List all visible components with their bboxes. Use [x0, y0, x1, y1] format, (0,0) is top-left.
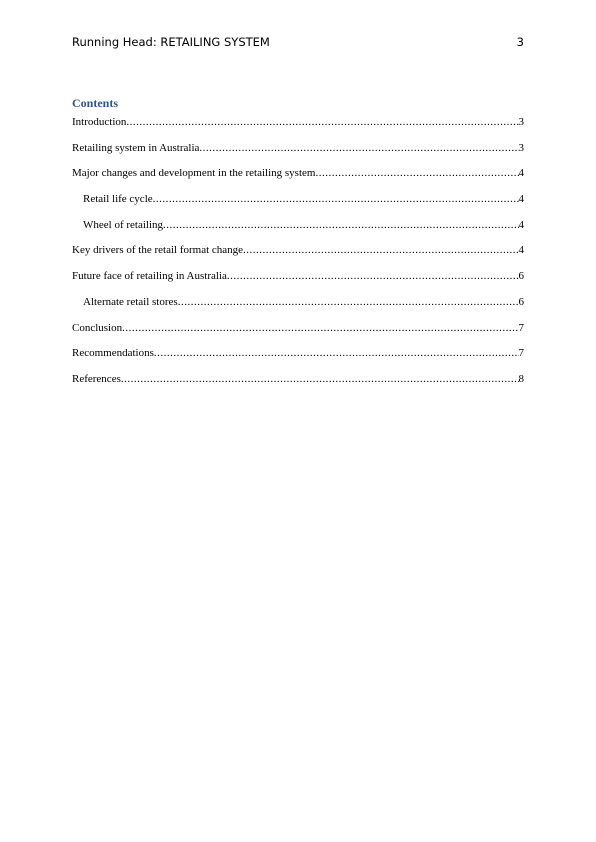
- running-head: Running Head: RETAILING SYSTEM: [72, 35, 270, 49]
- toc-entry-page: 4: [518, 218, 524, 231]
- toc-dot-leader: [199, 141, 518, 155]
- toc-dot-leader: [227, 269, 519, 283]
- toc-entry-page: 4: [518, 193, 524, 206]
- toc-dot-leader: [163, 218, 518, 232]
- toc-entry-major-changes[interactable]: [72, 166, 524, 192]
- toc-entry-retail-life-cycle[interactable]: [72, 192, 524, 218]
- toc-entry-conclusion[interactable]: [72, 321, 524, 347]
- toc-entry-page: 3: [518, 141, 524, 154]
- toc-entry-title: Future face of retailing in Australia: [72, 270, 227, 283]
- toc-entry-title: References: [72, 372, 121, 385]
- toc-entry-title: Key drivers of the retail format change: [72, 244, 244, 257]
- toc-entry-title: Wheel of retailing: [83, 218, 164, 231]
- toc-entry-recommendations[interactable]: [72, 346, 524, 372]
- toc-entry-page: 6: [518, 295, 524, 308]
- page-header: [72, 34, 524, 50]
- toc-dot-leader: [153, 192, 519, 206]
- toc-entry-page: 4: [518, 244, 524, 257]
- toc-entry-page: 3: [518, 116, 524, 128]
- toc-entry-page: 4: [518, 167, 524, 180]
- toc-entry-alternate-retail-stores[interactable]: [72, 295, 524, 321]
- toc-entry-page: 7: [518, 321, 524, 334]
- toc-dot-leader: [154, 346, 519, 360]
- page-number: 3: [516, 35, 524, 49]
- table-of-contents: [72, 95, 524, 398]
- toc-entry-page: 7: [518, 347, 524, 360]
- toc-dot-leader: [126, 115, 518, 129]
- toc-entry-title: Major changes and development in the retailing system: [72, 167, 316, 180]
- toc-heading: Contents: [72, 96, 119, 110]
- toc-dot-leader: [178, 295, 519, 309]
- toc-dot-leader: [315, 166, 518, 180]
- toc-entry-key-drivers[interactable]: [72, 243, 524, 269]
- toc-entry-retailing-system-australia[interactable]: [72, 141, 524, 167]
- toc-dot-leader: [243, 243, 518, 257]
- toc-entry-title: Retail life cycle: [83, 193, 153, 206]
- toc-entry-future-face[interactable]: [72, 269, 524, 295]
- toc-entry-title: Alternate retail stores: [83, 295, 178, 308]
- toc-entry-title: Introduction: [72, 116, 127, 128]
- toc-entry-page: 8: [518, 372, 524, 385]
- toc-list: [72, 115, 524, 398]
- toc-entry-title: Conclusion: [72, 321, 123, 334]
- toc-entry-title: Retailing system in Australia: [72, 141, 200, 154]
- toc-dot-leader: [121, 372, 519, 386]
- toc-entry-page: 6: [518, 270, 524, 283]
- toc-entry-references[interactable]: [72, 372, 524, 398]
- toc-entry-title: Recommendations: [72, 347, 154, 360]
- toc-entry-wheel-of-retailing[interactable]: [72, 218, 524, 244]
- toc-entry-introduction[interactable]: [72, 115, 524, 141]
- toc-dot-leader: [122, 321, 518, 335]
